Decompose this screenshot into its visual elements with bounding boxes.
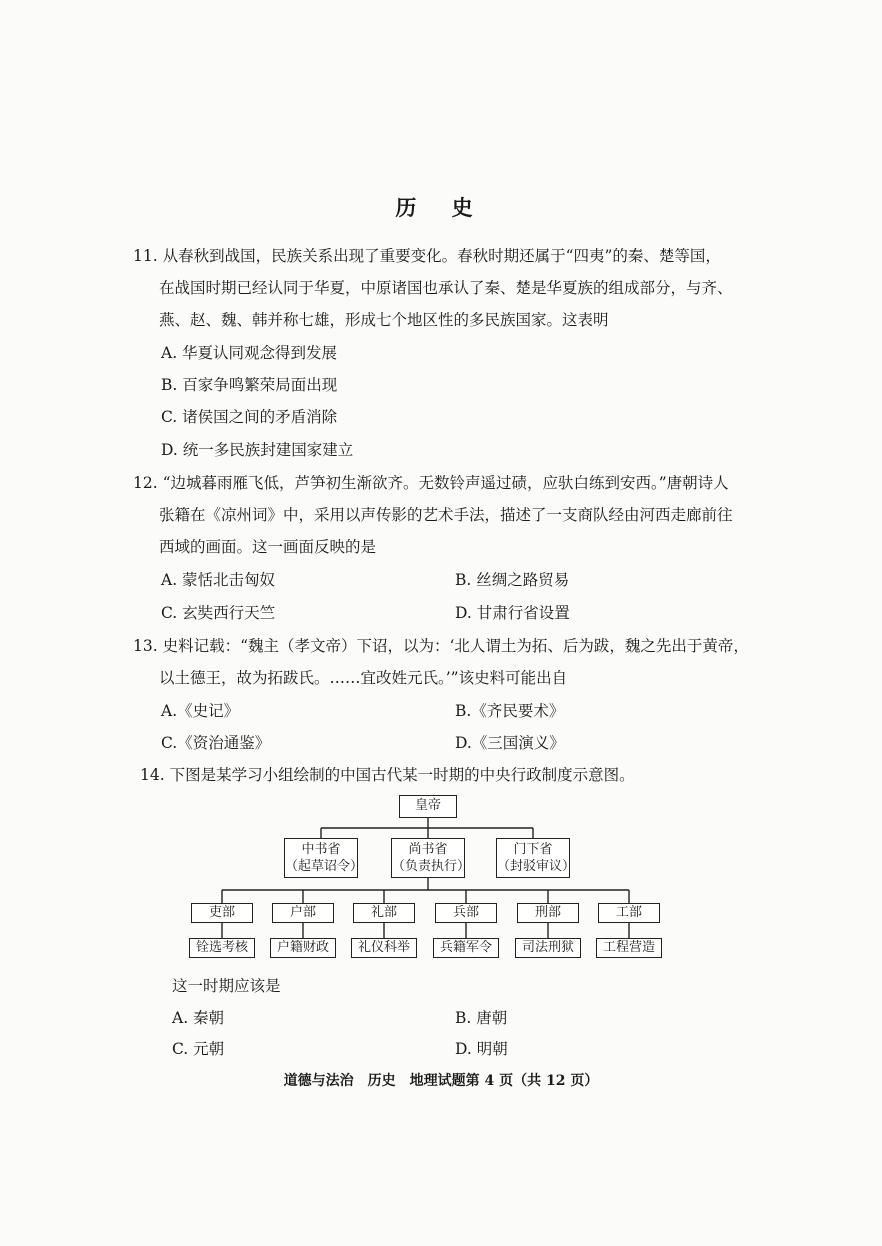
q14-option-c: C. 元朝: [172, 1040, 225, 1058]
duty-box-2: 户籍财政: [270, 938, 336, 958]
bu-box-bing: 兵部: [435, 903, 497, 923]
q11-stem-line-1: 11. 从春秋到战国，民族关系出现了重要变化。春秋时期还属于“四夷”的秦、楚等国，: [133, 247, 721, 265]
q14-option-b: B. 唐朝: [455, 1009, 508, 1027]
q13-stem-line-2: 以土德王，故为拓跋氏。……宜改姓元氏。’”该史料可能出自: [159, 669, 568, 687]
menxia-role: （封驳审议）: [497, 859, 576, 874]
bu-box-li-rites: 礼部: [353, 903, 415, 923]
q14-stem: 14. 下图是某学习小组绘制的中国古代某一时期的中央行政制度示意图。: [140, 766, 635, 784]
q13-option-c: C.《资治通鉴》: [161, 734, 271, 752]
q14-option-a: A. 秦朝: [172, 1009, 225, 1027]
shangshu-name: 尚书省: [408, 842, 448, 857]
q13-option-b: B.《齐民要术》: [455, 702, 565, 720]
q11-option-d: D. 统一多民族封建国家建立: [161, 441, 354, 459]
q11-stem-line-2: 在战国时期已经认同于华夏，中原诸国也承认了秦、楚是华夏族的组成部分，与齐、: [159, 279, 733, 297]
q13-option-d: D.《三国演义》: [455, 734, 565, 752]
q12-stem-line-3: 西域的画面。这一画面反映的是: [159, 538, 377, 556]
q14-question: 这一时期应该是: [172, 977, 281, 995]
q12-option-c: C. 玄奘西行天竺: [161, 604, 276, 622]
q11-option-c: C. 诸侯国之间的矛盾消除: [161, 408, 338, 426]
zhongshu-box: [284, 838, 364, 878]
bu-box-hu: 户部: [272, 903, 334, 923]
q14-option-d: D. 明朝: [455, 1040, 508, 1058]
shangshu-role: （负责执行）: [392, 859, 471, 874]
q11-option-b: B. 百家争鸣繁荣局面出现: [161, 376, 338, 394]
page-footer: 道德与法治 历史 地理试题第 4 页（共 12 页）: [283, 1073, 599, 1089]
q12-stem-line-1: 12. “边城暮雨雁飞低，芦笋初生渐欲齐。无数铃声遥过碛，应驮白练到安西。”唐朝诗人: [133, 474, 729, 492]
emperor-box: 皇帝: [399, 795, 457, 818]
menxia-name: 门下省: [513, 842, 553, 857]
shangshu-box: [391, 838, 471, 878]
q12-stem-line-2: 张籍在《凉州词》中，采用以声传影的艺术手法，描述了一支商队经由河西走廊前往: [159, 506, 733, 524]
q11-option-a: A. 华夏认同观念得到发展: [161, 344, 338, 362]
q12-option-d: D. 甘肃行省设置: [455, 604, 570, 622]
bu-box-xing: 刑部: [517, 903, 579, 923]
duty-box-3: 礼仪科举: [351, 938, 417, 958]
duty-box-6: 工程营造: [596, 938, 662, 958]
duty-box-5: 司法刑狱: [515, 938, 581, 958]
bu-box-gong: 工部: [598, 903, 660, 923]
central-administration-diagram: [170, 790, 690, 965]
zhongshu-role: （起草诏令）: [285, 859, 364, 874]
duty-box-4: 兵籍军令: [433, 938, 499, 958]
page-title: 历 史: [395, 195, 487, 220]
q12-option-b: B. 丝绸之路贸易: [455, 571, 570, 589]
q13-stem-line-1: 13. 史料记载：“魏主（孝文帝）下诏，以为：‘北人谓土为拓、后为跋，魏之先出于黄帝，: [133, 637, 749, 655]
q11-stem-line-3: 燕、赵、魏、韩并称七雄，形成七个地区性的多民族国家。这表明: [159, 311, 609, 329]
bu-box-li: 吏部: [191, 903, 253, 923]
zhongshu-name: 中书省: [301, 842, 341, 857]
menxia-box: [496, 838, 576, 878]
q12-option-a: A. 蒙恬北击匈奴: [161, 571, 276, 589]
q13-option-a: A.《史记》: [161, 702, 240, 720]
duty-box-1: 铨选考核: [189, 938, 255, 958]
